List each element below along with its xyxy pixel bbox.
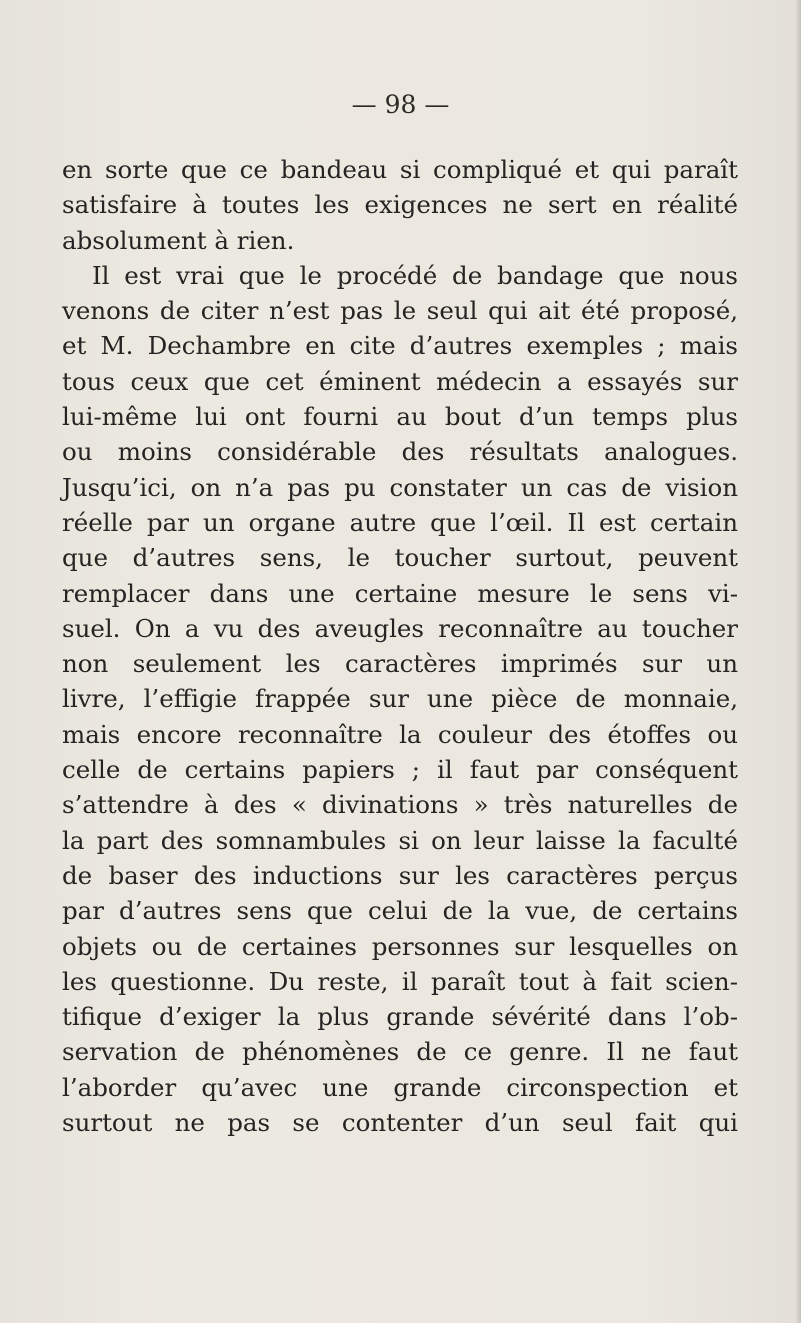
text-line: servation de phénomènes de ce genre. Il ne faut xyxy=(62,1037,738,1067)
text-line: s’attendre à des « divinations » très naturelles de xyxy=(62,790,738,820)
page-number: — 98 — xyxy=(351,90,450,119)
text-line: venons de citer n’est pas le seul qui ait été proposé, xyxy=(62,296,738,326)
body-text xyxy=(62,152,738,1140)
text-line: remplacer dans une certaine mesure le sens vi- xyxy=(62,578,738,608)
text-line: que d’autres sens, le toucher surtout, peuvent xyxy=(62,543,738,573)
text-line: la part des somnambules si on leur laisse la faculté xyxy=(62,825,738,855)
text-line: non seulement les caractères imprimés sur un xyxy=(62,649,738,679)
page-edge-shadow xyxy=(795,0,801,1323)
text-line: surtout ne pas se contenter d’un seul fait qui xyxy=(62,1108,738,1138)
text-line: ou moins considérable des résultats analogues. xyxy=(62,437,738,467)
text-line: par d’autres sens que celui de la vue, de certains xyxy=(62,896,738,926)
text-line: en sorte que ce bandeau si compliqué et qui paraît xyxy=(62,155,738,184)
text-line: absolument à rien. xyxy=(62,225,295,255)
text-line: tous ceux que cet éminent médecin a essayés sur xyxy=(62,366,738,396)
text-line: les questionne. Du reste, il paraît tout à fait scien- xyxy=(62,966,738,996)
text-line: réelle par un organe autre que l’œil. Il est certain xyxy=(62,507,738,537)
text-line: Jusqu’ici, on n’a pas pu constater un cas de vision xyxy=(62,472,738,502)
text-line: et M. Dechambre en cite d’autres exemples ; mais xyxy=(62,331,738,361)
text-line: objets ou de certaines personnes sur lesquelles on xyxy=(62,931,738,961)
text-line: mais encore reconnaître la couleur des étoffes ou xyxy=(62,719,738,749)
text-line: satisfaire à toutes les exigences ne sert en réalité xyxy=(62,190,738,220)
text-line: Il est vrai que le procédé de bandage que nous xyxy=(92,260,738,290)
text-line: suel. On a vu des aveugles reconnaître au toucher xyxy=(62,613,738,643)
text-line: celle de certains papiers ; il faut par conséquent xyxy=(62,755,738,785)
text-line: tifique d’exiger la plus grande sévérité dans l’ob- xyxy=(62,1002,738,1032)
text-line: de baser des inductions sur les caractères perçus xyxy=(62,860,738,890)
text-line: lui-même lui ont fourni au bout d’un temps plus xyxy=(62,402,738,432)
text-line: livre, l’effigie frappée sur une pièce de monnaie, xyxy=(62,684,738,714)
text-line: l’aborder qu’avec une grande circonspection et xyxy=(62,1072,738,1102)
